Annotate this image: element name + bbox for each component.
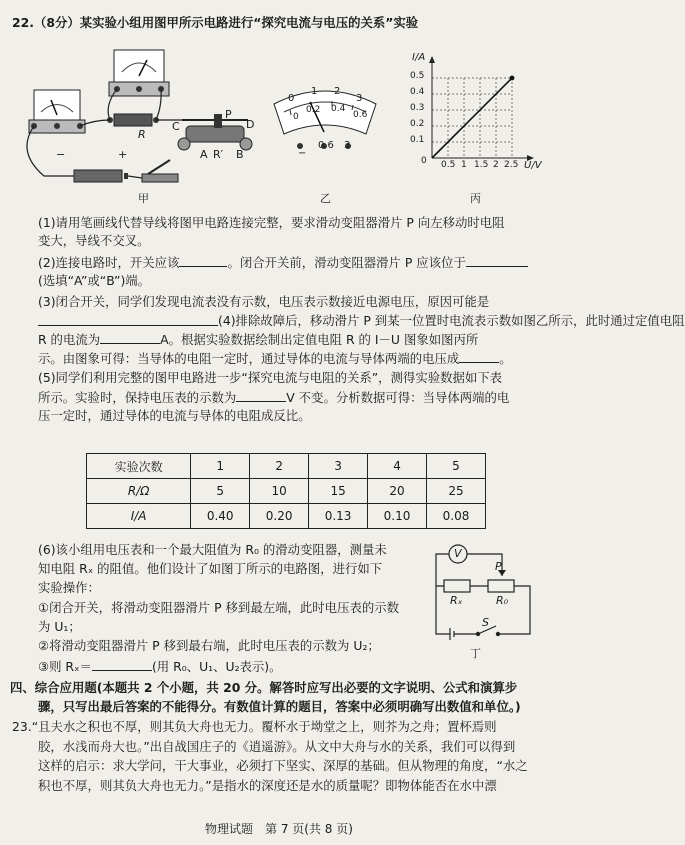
q22-5-line1: (5)同学们利用完整的图甲电路进一步“探究电流与电阻的关系”，测得实验数据如下表	[38, 370, 503, 385]
q22-2-text-b: 。闭合开关前，滑动变阻器滑片 P 应该位于	[227, 255, 466, 270]
table-cell: 15	[309, 479, 368, 504]
figure-jia-circuit	[14, 42, 274, 192]
dial-bottom-0: 0	[293, 112, 299, 122]
answer-blank-current[interactable]	[100, 330, 160, 344]
graph-ylabel: I/A	[412, 52, 426, 63]
graph-xlabel: U/V	[524, 160, 542, 171]
q22-2-line1	[38, 253, 528, 271]
answer-blank-proportion[interactable]	[459, 349, 499, 363]
dial-top-0: 0	[288, 93, 295, 104]
table-header-cell: 3	[309, 454, 368, 479]
label-R: R	[138, 128, 146, 141]
graph-xtick-2: 2	[493, 160, 499, 170]
table-header-cell: 1	[191, 454, 250, 479]
table-header-cell: 4	[368, 454, 427, 479]
terminal-0-6: 0.6	[318, 140, 334, 151]
q22-5-text-b: V 不变。分析数据可得：当导体两端的电	[286, 390, 510, 405]
table-cell: 25	[426, 479, 485, 504]
q22-6-line2: 知电阻 Rₓ 的阻值。他们设计了如图丁所示的电路图，进行如下	[38, 561, 383, 576]
rheostat-icon	[178, 114, 255, 150]
q22-6-text-a: ③则 Rₓ＝	[38, 659, 92, 674]
graph-ytick-0.5: 0.5	[410, 71, 425, 81]
table-cell: 0.20	[250, 504, 309, 529]
table-row	[87, 479, 486, 504]
ding-Rx: Rₓ	[450, 594, 463, 607]
answer-blank-rx[interactable]	[92, 657, 152, 671]
dial-top-2: 2	[334, 86, 341, 97]
q22-1-line2: 变大，导线不交叉。	[38, 233, 150, 248]
switch-icon	[142, 160, 178, 182]
q23-line2: 胶，水浅而舟大也。”出自战国庄子的《逍遥游》。从文中大舟与水的关系，我们可以得到	[38, 739, 516, 754]
section4-line2: 骤，只写出最后答案的不能得分。有数值计算的题目，答案中必须明确写出数值和单位。)	[38, 699, 521, 714]
table-header-cell: 2	[250, 454, 309, 479]
table-cell: 5	[191, 479, 250, 504]
table-cell: 10	[250, 479, 309, 504]
graph-xtick-0.5: 0.5	[441, 160, 456, 170]
q23-line1: 23.“且夫水之积也不厚，则其负大舟也无力。覆杯水于坳堂之上，则芥为之舟；置杯焉则	[12, 719, 497, 734]
table-row	[87, 504, 486, 529]
table-cell: 0.10	[368, 504, 427, 529]
q22-6-line3: 实验操作：	[38, 580, 100, 595]
table-cell: 20	[368, 479, 427, 504]
label-plus: +	[118, 148, 128, 161]
q22-4-text-d: 。	[499, 351, 512, 366]
graph-ytick-0.1: 0.1	[410, 135, 425, 145]
label-C: C	[172, 120, 180, 133]
answer-blank-voltage[interactable]	[236, 388, 286, 402]
page-footer: 物理试题 第 7 页(共 8 页)	[205, 822, 353, 836]
resistance-current-table	[86, 453, 486, 529]
ding-R0: R₀	[496, 594, 509, 607]
dial-bottom-2: 0.4	[331, 104, 346, 114]
label-B: B	[236, 148, 244, 161]
q22-title: 22.（8分）某实验小组用图甲所示电路进行“探究电流与电压的关系”实验	[12, 15, 419, 30]
table-header-cell: 5	[426, 454, 485, 479]
ding-S: S	[482, 616, 489, 629]
dial-bottom-1: 0.2	[306, 105, 321, 115]
q22-2-text-a: (2)连接电路时，开关应该	[38, 255, 180, 270]
q22-6-step3	[38, 657, 282, 675]
q22-4-text-a: R 的电流为	[38, 332, 101, 347]
label-Rprime: R′	[213, 148, 224, 161]
q22-4-line2	[38, 330, 478, 348]
table-cell: 0.40	[191, 504, 250, 529]
terminal-minus: −	[298, 148, 307, 159]
q22-5-text-a: 所示。实验时，保持电压表的示数为	[38, 390, 237, 405]
label-P: P	[225, 108, 232, 121]
resistor-icon	[107, 114, 159, 126]
answer-blank-slider-end[interactable]	[466, 253, 528, 267]
q22-4-line1: (4)排除故障后，移动滑片 P 到某一位置时电流表示数如图乙所示，此时通过定值电阻	[218, 313, 685, 328]
q22-6-step1-cont: 为 U₁；	[38, 619, 81, 634]
table-header-cell: 实验次数	[87, 454, 191, 479]
graph-ytick-0.3: 0.3	[410, 103, 425, 113]
q22-5-line3: 压一定时，通过导体的电流与导体的电阻成反比。	[38, 408, 311, 423]
answer-blank-switch[interactable]	[179, 253, 227, 267]
ding-V: V	[454, 547, 462, 560]
table-cell: 0.13	[309, 504, 368, 529]
q22-2-line2: (选填“A”或“B”)端。	[38, 273, 151, 288]
graph-origin: 0	[421, 156, 427, 166]
q22-4-text-b: A。根据实验数据绘制出定值电阻 R 的 I－U 图象如图丙所	[160, 332, 479, 347]
q23-line4: 积也不厚，则其负大舟也无力。”是指水的深度还是水的质量呢？即物体能否在水中漂	[38, 778, 497, 793]
table-header-row	[87, 454, 486, 479]
figure-jia-label: 甲	[138, 192, 149, 205]
q22-6-line1: (6)该小组用电压表和一个最大阻值为 R₀ 的滑动变阻器，测量未	[38, 542, 387, 557]
q22-4-line3	[38, 349, 512, 367]
figure-ding-label: 丁	[470, 647, 481, 660]
voltmeter-icon	[109, 50, 169, 96]
q22-6-step1: ①闭合开关，将滑动变阻器滑片 P 移到最左端，此时电压表的示数	[38, 600, 400, 615]
terminal-3: 3	[344, 140, 351, 151]
q22-6-text-b: (用 R₀、U₁、U₂表示)。	[151, 659, 282, 674]
q22-5-line2	[38, 388, 509, 406]
label-D: D	[246, 118, 255, 131]
label-A: A	[200, 148, 208, 161]
dial-top-3: 3	[356, 93, 363, 104]
ding-P: P	[495, 560, 502, 573]
dial-bottom-3: 0.6	[353, 110, 368, 120]
table-cell: I/A	[87, 504, 191, 529]
q22-1-line1: (1)请用笔画线代替导线将图甲电路连接完整，要求滑动变阻器滑片 P 向左移动时电阻	[38, 215, 505, 230]
label-minus: −	[56, 148, 66, 161]
section4-line1: 四、综合应用题(本题共 2 个小题，共 20 分。解答时应写出必要的文字说明、公式和演算步	[10, 680, 518, 695]
dial-top-1: 1	[311, 86, 318, 97]
battery-icon	[74, 170, 128, 182]
table-cell: R/Ω	[87, 479, 191, 504]
table-cell: 0.08	[426, 504, 485, 529]
ammeter-icon	[29, 90, 85, 133]
graph-xtick-1: 1	[461, 160, 467, 170]
answer-blank-fault-reason[interactable]	[38, 325, 218, 326]
graph-ytick-0.4: 0.4	[410, 87, 425, 97]
graph-xtick-1.5: 1.5	[474, 160, 489, 170]
figure-yi-label: 乙	[320, 192, 331, 205]
q22-3-line1: (3)闭合开关，同学们发现电流表没有示数，电压表示数接近电源电压，原因可能是	[38, 294, 490, 309]
figure-bing-label: 丙	[470, 192, 481, 205]
graph-xtick-2.5: 2.5	[504, 160, 519, 170]
q22-4-text-c: 示。由图象可得：当导体的电阻一定时，通过导体的电流与导体两端的电压成	[38, 351, 460, 366]
figure-ding-circuit	[430, 540, 542, 660]
q23-line3: 这样的启示：求大学问，干大事业，必须打下坚实、深厚的基础。但从物理的角度，“水之	[38, 758, 528, 773]
graph-ytick-0.2: 0.2	[410, 119, 425, 129]
q22-6-step2: ②将滑动变阻器滑片 P 移到最右端，此时电压表的示数为 U₂；	[38, 638, 380, 653]
